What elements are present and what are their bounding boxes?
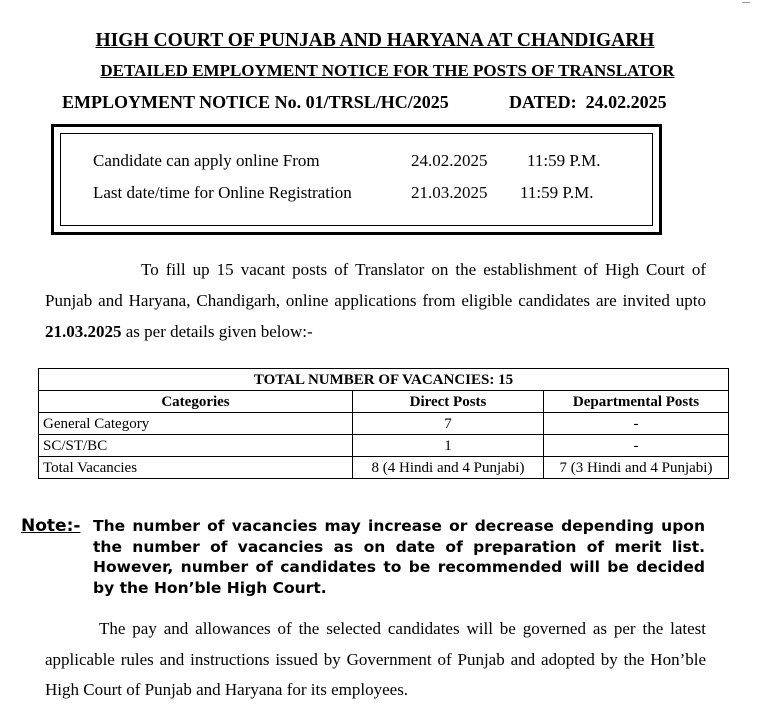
pay-paragraph	[45, 614, 706, 706]
dated-value: 24.02.2025	[585, 92, 667, 112]
table-row	[39, 435, 729, 457]
schedule-label: Candidate can apply online From	[93, 151, 320, 170]
page-corner-mark	[742, 0, 750, 3]
dated-label: DATED:	[509, 92, 577, 112]
table-cell: 8 (4 Hindi and 4 Punjabi)	[353, 457, 544, 479]
table-row	[39, 457, 729, 479]
table-cell: Total Vacancies	[39, 457, 353, 479]
intro-paragraph	[45, 254, 706, 347]
schedule-time: 11:59 P.M.	[527, 151, 601, 170]
intro-text: To fill up 15 vacant posts of Translator on the establishment of High Court of Punjab and Haryana, Chandigarh, online applications from eligible candidates are invited upto	[45, 260, 706, 310]
table-cell: SC/ST/BC	[39, 435, 353, 457]
note-label: Note:-	[21, 516, 81, 536]
table-cell: 7 (3 Hindi and 4 Punjabi)	[544, 457, 729, 479]
notice-number: EMPLOYMENT NOTICE No. 01/TRSL/HC/2025	[62, 92, 449, 112]
table-cell: -	[544, 413, 729, 435]
table-cell: 7	[353, 413, 544, 435]
intro-text-end: as per details given below:-	[121, 322, 313, 341]
table-cell: -	[544, 435, 729, 457]
column-header: Categories	[39, 391, 353, 413]
vacancy-table	[38, 368, 729, 479]
table-row	[39, 413, 729, 435]
court-title: HIGH COURT OF PUNJAB AND HARYANA AT CHANDIGARH	[95, 30, 655, 51]
note-text: The number of vacancies may increase or decrease depending upon the number of vacancies as on date of preparation of merit list. However, number of candidates to be recommended will be decided by the Hon’ble High Court.	[93, 517, 705, 597]
table-caption-row	[39, 369, 729, 391]
notice-date	[509, 92, 667, 113]
vacancy-caption: TOTAL NUMBER OF VACANCIES: 15	[39, 369, 729, 391]
schedule-date: 21.03.2025	[411, 183, 488, 202]
schedule-time: 11:59 P.M.	[520, 183, 594, 202]
schedule-box	[51, 124, 662, 235]
table-header-row	[39, 391, 729, 413]
column-header: Direct Posts	[353, 391, 544, 413]
notice-subtitle: DETAILED EMPLOYMENT NOTICE FOR THE POSTS OF TRANSLATOR	[100, 61, 675, 80]
table-cell: 1	[353, 435, 544, 457]
intro-last-date: 21.03.2025	[45, 322, 122, 341]
schedule-label: Last date/time for Online Registration	[93, 183, 352, 202]
column-header: Departmental Posts	[544, 391, 729, 413]
schedule-box-inner	[60, 133, 653, 226]
pay-text: The pay and allowances of the selected candidates will be governed as per the latest applicable rules and instructions issued by Government of Punjab and adopted by the Hon’ble High Court of Punjab and Haryana for its employees.	[45, 619, 706, 699]
schedule-date: 24.02.2025	[411, 151, 488, 170]
table-cell: General Category	[39, 413, 353, 435]
